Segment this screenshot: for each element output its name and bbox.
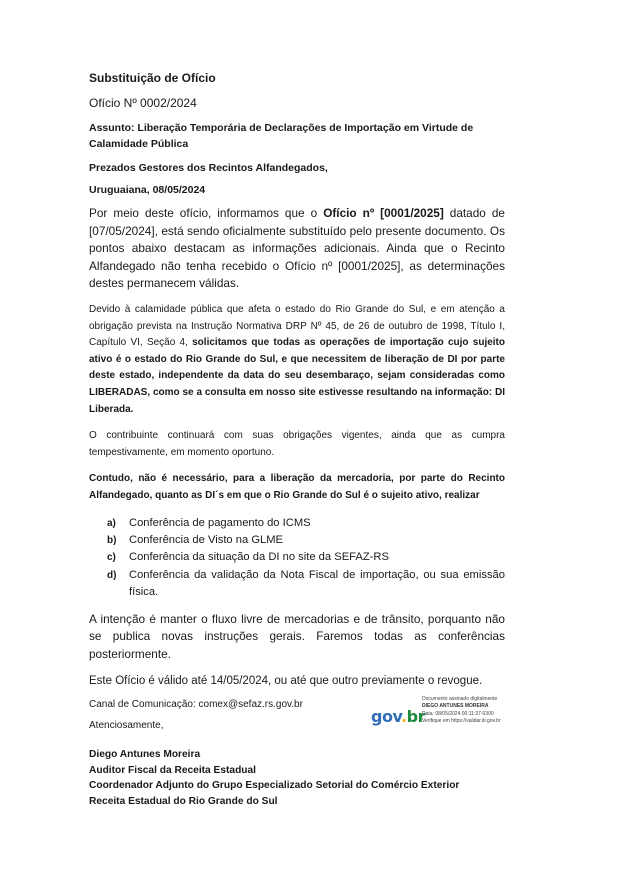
stamp-signer: DIEGO ANTUNES MOREIRA [422,703,489,710]
stamp-verify-url: Verifique em https://validar.iti.gov.br [422,718,501,725]
paragraph-text: Devido à calamidade pública que afeta o estado do Rio Grande do Sul, e em atenção a obrigação prevista na Instrução Normativa DRP Nº 45, de 26 de outubro de 1998, Título I, Capítulo VI, Seção 4, [89,303,505,349]
paragraph-not-necessary: Contudo, não é necessário, para a liberação da mercadoria, por parte do Recinto Alfandegado, quanto as DI´s em que o Rio Grande do Sul é o sujeito ativo, realizar [89,473,505,501]
list-text: Conferência de pagamento do ICMS [129,516,311,529]
paragraph-validity: Este Ofício é válido até 14/05/2024, ou até que outro previamente o revogue. [89,674,483,687]
oficio-number: Ofício Nº 0002/2024 [89,96,197,110]
closing: Atenciosamente, [89,719,164,731]
list-item [107,567,505,602]
signer-role: Auditor Fiscal da Receita Estadual [89,764,257,776]
govbr-logo: gov.br [371,707,425,726]
paragraph-obligations: O contribuinte continuará com suas obrigações vigentes, ainda que as cumpra tempestivamente, em momento oportuno. [89,430,505,458]
stamp-date: Data: 08/05/2024 00:11:37-0300 [422,710,494,717]
stamp-line: Documento assinado digitalmente [422,696,498,702]
paragraph-bold-text: Ofício nº [0001/2025] [323,206,444,220]
paragraph-substitution [89,205,505,293]
list-marker: c) [107,552,116,564]
stamp-text [422,696,501,726]
place-date: Uruguaiana, 08/05/2024 [89,184,206,196]
communication-channel: Canal de Comunicação: comex@sefaz.rs.gov.br [89,698,303,710]
subject-line: Assunto: Liberação Temporária de Declarações de Importação em Virtude de Calamidade Pública [89,122,474,150]
conference-list [89,515,505,602]
greeting: Prezados Gestores dos Recintos Alfandegados, [89,162,328,174]
document-title: Substituição de Ofício [89,71,216,85]
paragraph-text: datado de [07/05/2024], está sendo oficialmente substituído pelo presente documento. Os pontos abaixo destacam as informações adicionais. Ainda que o Recinto Alfandegado não tenha recebido o Ofício nº [0001/2025], as determinações destes permanecem válidas. [89,206,505,291]
signer-organization: Receita Estadual do Rio Grande do Sul [89,795,278,807]
list-text: Conferência da situação da DI no site da SEFAZ-RS [129,551,389,564]
paragraph-intention: A intenção é manter o fluxo livre de mercadorias e de trânsito, porquanto não se publica novas instruções gerais. Faremos todas as conferências posteriormente. [89,611,505,662]
list-text: Conferência de Visto na GLME [129,533,284,546]
signer-role-2: Coordenador Adjunto do Grupo Especializado Setorial do Comércio Exterior [89,780,460,792]
signer-name: Diego Antunes Moreira [89,748,201,760]
list-marker: a) [107,517,116,529]
list-item [107,532,505,549]
digital-signature-stamp [371,696,531,736]
list-marker: b) [107,534,117,546]
paragraph-calamity [89,302,505,418]
signature-block [89,747,505,809]
paragraph-bold-text: solicitamos que todas as operações de importação cujo sujeito ativo é o estado do Rio Grande do Sul, e que necessitem de liberação de DI por parte deste estado, independente da data do seu desembaraço, sejam consideradas como LIBERADAS, como se a consulta em nosso site estivesse resultando na informação: DI Liberada. [89,337,505,415]
paragraph-text: Por meio deste ofício, informamos que o [89,206,324,220]
list-text: Conferência da validação da Nota Fiscal de importação, ou sua emissão física. [129,568,505,599]
list-item [107,515,505,532]
list-item [107,549,505,566]
list-marker: d) [107,569,117,581]
